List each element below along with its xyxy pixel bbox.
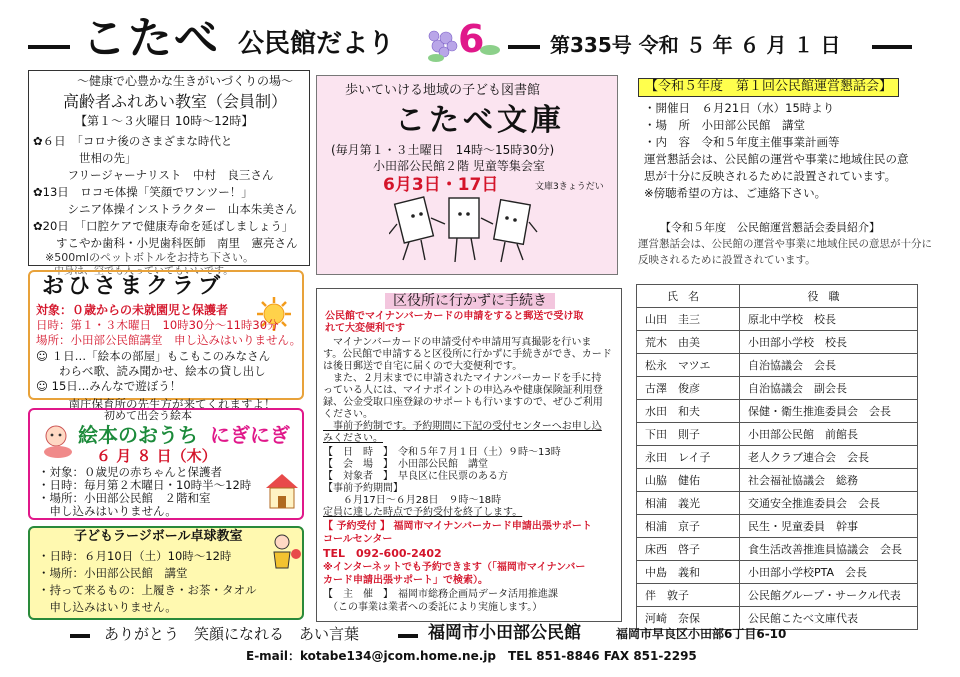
body-line: っている人には、マイナポイントの申込みや健康保険証利用登 bbox=[323, 385, 603, 396]
ohisama-place: 場所：小田部公民館講堂 申し込みはいりません。 bbox=[36, 333, 302, 347]
elderly-note-2: 中身は、空でも入っていてもいいです。 bbox=[54, 266, 234, 277]
member-role: 保健・衛生推進委員会 会長 bbox=[740, 400, 918, 423]
member-row bbox=[637, 354, 918, 377]
member-role: 社会福祉協議会 総務 bbox=[740, 469, 918, 492]
table-tennis-player-icon bbox=[266, 532, 302, 578]
mynumber-internet-2: カード申請出張サポート」で検索）。 bbox=[323, 575, 488, 586]
member-row bbox=[637, 538, 918, 561]
member-row bbox=[637, 377, 918, 400]
members-title: 【令和５年度 公民館運営懇話会委員紹介】 bbox=[660, 221, 880, 234]
body-line: 事前予約制です。予約期間に下記の受付センターへお申し込 bbox=[323, 421, 602, 432]
month-number: 6 bbox=[458, 17, 485, 61]
pingpong-line: ・持って来るもの：上履き・お茶・タオル bbox=[38, 583, 257, 597]
member-role: 小田部公民館 前館長 bbox=[740, 423, 918, 446]
program-item: シニア体操インストラクター 山本朱美さん bbox=[33, 202, 297, 216]
newsletter-subtitle: 公民館だより bbox=[238, 29, 395, 59]
hydrangea-month-badge bbox=[424, 16, 506, 66]
member-role: 食生活改善推進員協議会 会長 bbox=[740, 538, 918, 561]
committee-members-table bbox=[636, 284, 918, 630]
council-meeting-section bbox=[638, 78, 924, 200]
info-line: 【 会 場 】 小田部公民館 講堂 bbox=[323, 459, 488, 470]
member-name: 床西 啓子 bbox=[637, 538, 740, 561]
member-name: 古澤 俊彦 bbox=[637, 377, 740, 400]
member-row bbox=[637, 515, 918, 538]
ohisama-target: 対象：０歳からの未就園児と保護者 bbox=[36, 303, 229, 317]
library-place: 小田部公民館２階 児童等集会室 bbox=[373, 159, 545, 173]
footer-address: 福岡市早良区小田部6丁目6-10 bbox=[616, 627, 787, 641]
member-name: 下田 則子 bbox=[637, 423, 740, 446]
library-mascot-label: 文庫3きょうだい bbox=[535, 182, 604, 192]
header-dash-left bbox=[28, 45, 70, 49]
member-role: 公民館こたべ文庫代表 bbox=[740, 607, 918, 630]
member-name: 河崎 奈保 bbox=[637, 607, 740, 630]
footer-contact: E-mail：kotabe134@jcom.home.ne.jp TEL 851-8846 FAX 851-2295 bbox=[246, 649, 697, 663]
member-role: 自治協議会 副会長 bbox=[740, 377, 918, 400]
council-line: ・開催日 ６月21日（水）15時より bbox=[644, 101, 835, 115]
member-name: 山脇 健佑 bbox=[637, 469, 740, 492]
body-line: マイナンバーカードの申請受付や申請用写真撮影を行いま bbox=[323, 337, 592, 348]
body-line: 録、公金受取口座登録のサポートも行いますので、ぜひご利用 bbox=[323, 397, 603, 408]
mynumber-lead-1: 公民館でマイナンバーカードの申請をすると郵送で受け取 bbox=[325, 311, 584, 322]
member-name: 永田 レイ子 bbox=[637, 446, 740, 469]
member-role: 交通安全推進委員会 会長 bbox=[740, 492, 918, 515]
member-name: 荒木 由美 bbox=[637, 331, 740, 354]
mynumber-organizer-note: （この事業は業者への委託により実施します。） bbox=[323, 602, 543, 613]
ohisama-item-2a: ☺ 15日…みんなで遊ぼう！ bbox=[36, 379, 182, 393]
elderly-tagline: ～健康で心豊かな生きがいづくりの場～ bbox=[77, 74, 294, 88]
member-role: 原北中学校 校長 bbox=[740, 308, 918, 331]
mynumber-phone: TEL 092-600-2402 bbox=[323, 547, 442, 560]
member-row bbox=[637, 446, 918, 469]
library-section bbox=[316, 75, 618, 275]
header-dash-mid bbox=[508, 45, 540, 49]
column-header-name: 氏名 bbox=[637, 285, 740, 308]
elderly-schedule: 【第１～３火曜日 10時～12時】 bbox=[75, 114, 254, 128]
info-line: 【事前予約期間】 bbox=[323, 483, 403, 494]
baby-icon bbox=[38, 422, 78, 458]
footer-slogan: ありがとう 笑顔になれる あい言葉 bbox=[104, 625, 360, 643]
elderly-program-list bbox=[33, 133, 298, 252]
ehon-section bbox=[28, 408, 304, 520]
members-desc-2: 反映されるために設置されています。 bbox=[638, 254, 816, 266]
members-desc-1: 運営懇話会は、公民館の運営や事業に地域住民の意思が十分に bbox=[638, 238, 932, 250]
program-item: すこやか歯科・小児歯科医師 南里 憲亮さん bbox=[33, 236, 298, 250]
ehon-tagline: 初めて出会う絵本 bbox=[104, 409, 192, 422]
issue-date: 第335号 令和 ５ 年 ６ 月 １ 日 bbox=[550, 33, 841, 57]
mynumber-title: 区役所に行かずに手続き bbox=[385, 293, 555, 309]
pingpong-line: 申し込みはいりません。 bbox=[38, 600, 177, 614]
library-dates: 6月3日・17日 bbox=[383, 175, 499, 195]
ohisama-club-section bbox=[28, 270, 304, 400]
body-line: す。公民館で申請すると区役所に行かずに手続きができ、カード bbox=[323, 349, 612, 360]
member-row bbox=[637, 561, 918, 584]
ohisama-item-2b: 南庄保育所の先生方が来てくれますよ！ bbox=[34, 397, 276, 411]
newsletter-title: こたべ bbox=[82, 13, 220, 64]
footer-dash-1 bbox=[70, 634, 90, 638]
house-icon bbox=[264, 470, 300, 512]
info-line: 【 対象者 】 早良区に住民票のある方 bbox=[323, 471, 508, 482]
body-line: は後日郵送で自宅に届くので大変便利です。 bbox=[323, 361, 523, 372]
council-line: 思が十分に反映されるために設置されています。 bbox=[644, 169, 897, 183]
pingpong-section bbox=[28, 526, 304, 620]
program-item: フリージャーナリスト 中村 良三さん bbox=[33, 168, 274, 182]
member-name: 水田 和夫 bbox=[637, 400, 740, 423]
member-role: 小田部小学校 校長 bbox=[740, 331, 918, 354]
body-line: また、２月末までに申請されたマイナンバーカードを手に持 bbox=[323, 373, 602, 384]
mynumber-body bbox=[323, 337, 612, 445]
ehon-line: 申し込みはいりません。 bbox=[38, 504, 177, 518]
member-row bbox=[637, 469, 918, 492]
council-line: ・内 容 令和５年度主催事業計画等 bbox=[644, 135, 840, 149]
member-name: 相浦 義光 bbox=[637, 492, 740, 515]
mynumber-organizer: 【 主 催 】 福岡市総務企画局データ活用推進課 bbox=[323, 589, 558, 600]
pingpong-details bbox=[38, 548, 257, 616]
elderly-note: ※500mlのペットボトルをお持ち下さい。 bbox=[45, 251, 254, 264]
program-item: 世相の先」 bbox=[33, 151, 137, 165]
footer-dash-2 bbox=[398, 634, 418, 638]
ohisama-item-1b: わらべ歌、読み聞かせ、絵本の貸し出し bbox=[36, 364, 266, 378]
member-role: 老人クラブ連合会 会長 bbox=[740, 446, 918, 469]
member-name: 中島 義和 bbox=[637, 561, 740, 584]
program-item: ✿20日 「口腔ケアで健康寿命を延ばしましょう」 bbox=[33, 219, 294, 233]
ehon-title-a: 絵本のおうち bbox=[78, 423, 198, 447]
header-dash-right bbox=[872, 45, 912, 49]
pingpong-line: ・日時：６月10日（土）10時～12時 bbox=[38, 549, 232, 563]
member-name: 相浦 京子 bbox=[637, 515, 740, 538]
body-line: みください。 bbox=[323, 433, 383, 444]
mynumber-internet-1: ※インターネットでも予約できます（「福岡市マイナンバー bbox=[323, 562, 586, 573]
ehon-line: ・対象：０歳児の赤ちゃんと保護者 bbox=[38, 465, 222, 479]
member-name: 伴 敦子 bbox=[637, 584, 740, 607]
council-details bbox=[644, 100, 909, 202]
program-item: ✿13日 ロコモ体操「笑顔でワンツー！」 bbox=[33, 185, 253, 199]
member-role: 民生・児童委員 幹事 bbox=[740, 515, 918, 538]
ehon-line: ・日時：毎月第２木曜日・10時半～12時 bbox=[38, 478, 252, 492]
library-schedule: (毎月第１・３土曜日 14時～15時30分) bbox=[331, 143, 555, 157]
member-name: 松永 マツエ bbox=[637, 354, 740, 377]
elderly-class-section bbox=[28, 70, 310, 266]
ehon-date: ６ 月 ８ 日（木） bbox=[96, 447, 217, 465]
library-title: こたべ文庫 bbox=[395, 103, 565, 138]
program-item: ✿６日 「コロナ後のさまざまな時代と bbox=[33, 134, 233, 148]
column-header-role: 役職 bbox=[740, 285, 918, 308]
mynumber-info bbox=[323, 447, 561, 519]
mynumber-reserve-1: 【 予約受付 】 福岡市マイナンバーカード申請出張サポート bbox=[323, 521, 592, 532]
mynumber-lead-2: れて大変便利です bbox=[325, 323, 405, 334]
member-row bbox=[637, 584, 918, 607]
mynumber-reserve-2: コールセンター bbox=[323, 534, 393, 545]
council-line: ※傍聴希望の方は、ご連絡下さい。 bbox=[644, 186, 827, 200]
ohisama-schedule: 日時：第１・３木曜日 10時30分～11時30分 bbox=[36, 318, 279, 332]
ehon-details bbox=[38, 466, 251, 518]
council-line: ・場 所 小田部公民館 講堂 bbox=[644, 118, 805, 132]
member-row bbox=[637, 423, 918, 446]
pingpong-title: 子どもラージボール卓球教室 bbox=[74, 529, 243, 544]
info-line: 定員に達した時点で予約受付を終了します。 bbox=[323, 507, 523, 518]
footer-hall-name: 福岡市小田部公民館 bbox=[428, 623, 581, 643]
elderly-title: 高齢者ふれあい教室（会員制） bbox=[63, 92, 288, 111]
council-line: 運営懇話会は、公民館の運営や事業に地域住民の意 bbox=[644, 152, 909, 166]
member-row bbox=[637, 400, 918, 423]
member-role: 小田部小学校PTA 会長 bbox=[740, 561, 918, 584]
ohisama-item-1a: ☺ １日…「絵本の部屋」もこもこのみなさん bbox=[36, 349, 271, 363]
library-tagline: 歩いていける地域の子ども図書館 bbox=[345, 83, 541, 98]
member-role: 公民館グループ・サークル代表 bbox=[740, 584, 918, 607]
ehon-line: ・場所：小田部公民館 ２階和室 bbox=[38, 491, 211, 505]
ehon-title-b: にぎにぎ bbox=[210, 423, 290, 447]
book-mascots-illustration bbox=[389, 194, 539, 270]
member-role: 自治協議会 会長 bbox=[740, 354, 918, 377]
member-row bbox=[637, 308, 918, 331]
info-line: ６月17日～６月28日 ９時～18時 bbox=[323, 495, 502, 506]
member-row bbox=[637, 331, 918, 354]
member-row bbox=[637, 492, 918, 515]
ohisama-title: おひさまクラブ bbox=[42, 274, 225, 299]
mynumber-section bbox=[316, 288, 622, 622]
member-name: 山田 圭三 bbox=[637, 308, 740, 331]
pingpong-line: ・場所：小田部公民館 講堂 bbox=[38, 566, 188, 580]
council-title: 【令和５年度 第１回公民館運営懇話会】 bbox=[638, 78, 899, 97]
info-line: 【 日 時 】 令和５年７月１日（土）９時～13時 bbox=[323, 447, 561, 458]
body-line: ください。 bbox=[323, 409, 373, 420]
